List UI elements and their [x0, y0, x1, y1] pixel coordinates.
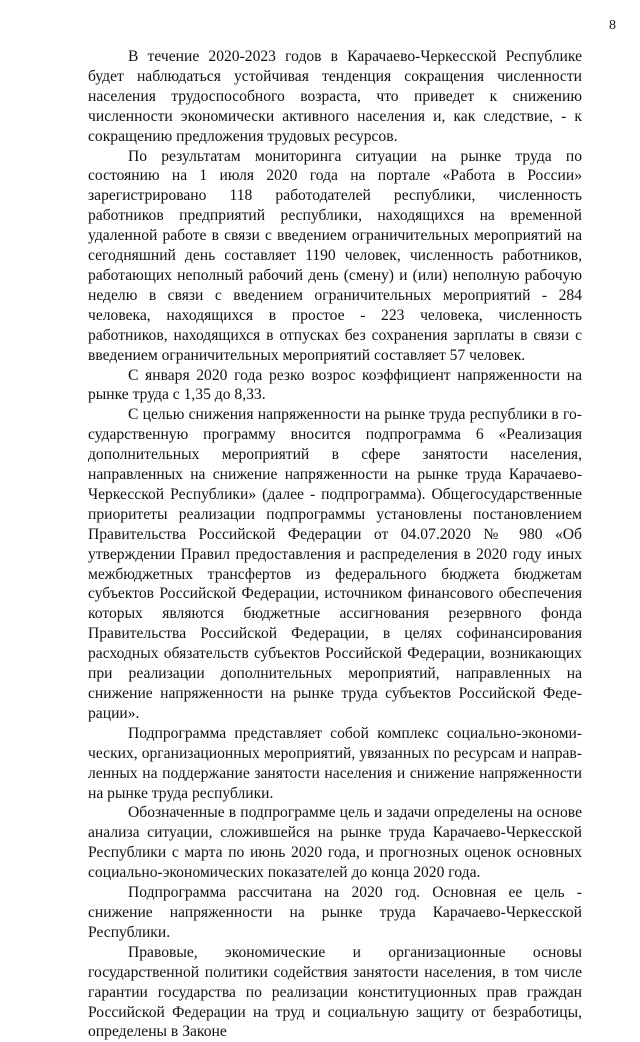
paragraph-monitoring-results: По результатам мониторинга ситуации на рынке труда по состоянию на 1 июля 2020 года на портале «Работа в России» зарегистрировано 118 работодателей республики, численность работников предприятий республики, находящихся на временной удаленной работе в связи с введением ограничительных мероприятий на сегодняшний день составляет 1190 человек, численность работников, работающих неполный рабочий день (смену) и (или) неполную рабочую неделю в связи с введением ограничительных мероприятий - 284 человека, находящихся в простое - 223 человека, численность работников, находящихся в отпусках без сохранения зарплаты в связи с введением ограничительных мероприятий составляет 57 человек.	[88, 147, 582, 364]
paragraph-subprogram-description: Подпрограмма представляет собой комплекс социально-экономических, организационных мероприятий, увязанных по ресурсам и направленных на поддержание занятости населения и снижение напряженности на рынке труда республики.	[88, 724, 582, 802]
paragraph-goals-basis: Обозначенные в подпрограмме цель и задачи определены на основе анализа ситуации, сложившейся на рынке труда Карачаево-Черкесской Республики с марта по июнь 2020 года, и прогнозных оценок основных социально-экономических показателей до конца 2020 года.	[88, 804, 582, 882]
paragraph-labor-resources-forecast: В течение 2020-2023 годов в Карачаево-Черкесской Республике будет наблюдаться устойчивая тенденция сокращения численности населения трудоспособного возраста, что приведет к снижению численности экономически активного населения и, как следствие, - к сокращению предложения трудовых ресурсов.	[88, 48, 582, 145]
paragraph-legal-basis: Правовые, экономические и организационные основы государственной политики содействия занятости населения, в том числе гарантии государства по реализации конституционных прав граждан Российской Федерации на труд и социальную защиту от безработицы, определены в Законе	[88, 943, 582, 1041]
paragraph-subprogram-introduction: С целью снижения напряженности на рынке труда республики в государственную программу вносится подпрограмма 6 «Реализация дополнительных мероприятий в сфере занятости населения, направленных на снижение напряженности на рынке труда Карачаево-Черкесской Республики» (далее - подпрограмма). Общегосударственные приоритеты реализации подпрограммы установлены постановлением Правительства Российской Федерации от 04.07.2020 № 980 «Об утверждении Правил предоставления и распределения в 2020 году иных межбюджетных трансфертов из федерального бюджета бюджетам субъектов Российской Федерации, источником финансового обеспечения которых являются бюджетные ассигнования резервного фонда Правительства Российской Федерации, в целях софинансирования расходных обязательств субъектов Российской Федерации, возникающих при реализации дополнительных мероприятий, направленных на снижение напряженности на рынке труда субъектов Российской Федерации».	[88, 406, 582, 722]
paragraph-subprogram-term: Подпрограмма рассчитана на 2020 год. Основная ее цель - снижение напряженности на рынке труда Карачаево-Черкесской Республики.	[88, 884, 582, 941]
paragraph-tension-coefficient: С января 2020 года резко возрос коэффициент напряженности на рынке труда с 1,35 до 8,33.	[88, 366, 582, 404]
page-number: 8	[609, 18, 616, 33]
document-body	[88, 47, 582, 1042]
